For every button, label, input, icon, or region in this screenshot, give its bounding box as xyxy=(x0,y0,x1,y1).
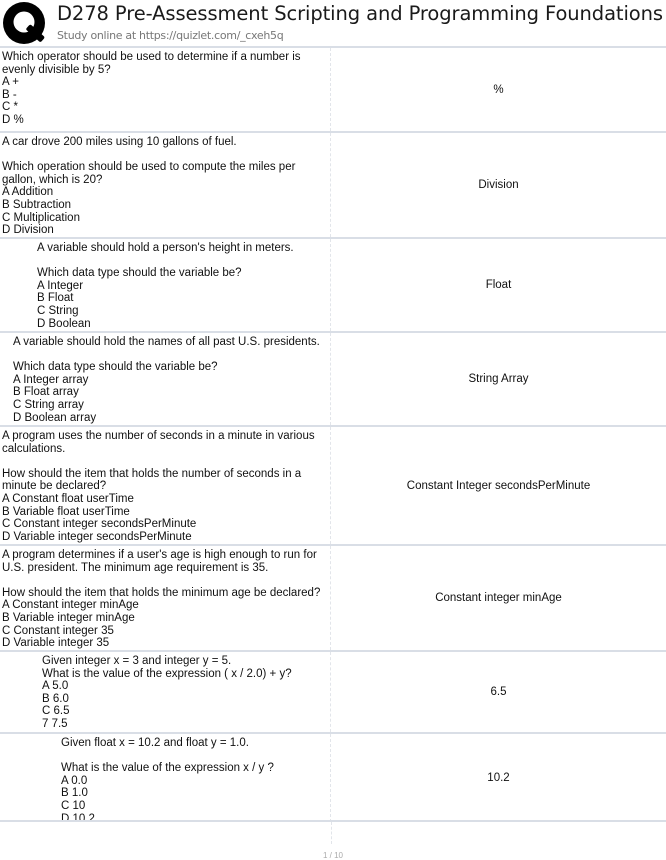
card-term xyxy=(0,239,331,331)
card-term-text: A program uses the number of seconds in a minute in various calculations. How should the item that holds the number of seconds in a minute be declared? A Constant float userTime B Variable float userTime C Constant integer secondsPerMinute D Variable integer secondsPerMinute xyxy=(2,430,315,543)
card-definition: % xyxy=(493,83,504,96)
flashcard xyxy=(0,46,666,131)
card-term xyxy=(0,427,331,544)
card-term-text: A variable should hold the names of all past U.S. presidents. Which data type should the variable be? A Integer array B Float array C String array D Boolean array xyxy=(13,336,320,424)
cards-bottom-divider xyxy=(0,820,666,822)
flashcard xyxy=(0,237,666,331)
document-header xyxy=(0,0,666,46)
card-term xyxy=(0,133,331,237)
card-definition: 6.5 xyxy=(490,686,507,698)
column-divider xyxy=(331,822,332,844)
page-number: 1 / 10 xyxy=(322,851,343,860)
card-term xyxy=(0,48,331,131)
card-definition: Constant integer minAge xyxy=(435,592,562,604)
card-definition: Float xyxy=(485,279,512,291)
card-term-text: Which operator should be used to determine if a number is evenly divisible by 5? A + B - C * D % xyxy=(2,51,301,126)
flashcard xyxy=(0,732,666,825)
quizlet-logo-icon xyxy=(2,1,46,45)
flashcard xyxy=(0,425,666,544)
card-term xyxy=(0,734,331,825)
card-term xyxy=(0,652,331,732)
card-definition: String Array xyxy=(468,373,529,385)
study-online-link[interactable]: Study online at https://quizlet.com/_cxeh5q xyxy=(57,29,284,42)
flashcard xyxy=(0,544,666,650)
card-definition: Division xyxy=(478,179,519,191)
card-term-text: A program determines if a user's age is high enough to run for U.S. president. The minimum age requirement is 35. How should the item that holds the minimum age be declared? A Constant integer minAge B Variable integer minAge C Constant integer 35 D Variable integer 35 xyxy=(2,549,321,650)
card-term-text: A car drove 200 miles using 10 gallons of fuel. Which operation should be used to compute the miles per gallon, which is 20? A Addition B Subtraction C Multiplication D Division xyxy=(2,136,296,237)
card-definition: 10.2 xyxy=(487,772,510,784)
card-term xyxy=(0,333,331,425)
flashcard-list xyxy=(0,46,666,825)
card-term xyxy=(0,546,331,650)
card-term-text: Given float x = 10.2 and float y = 1.0. What is the value of the expression x / y ? A 0.0 B 1.0 C 10 D 10.2 xyxy=(61,737,274,825)
flashcard xyxy=(0,331,666,425)
document-title: D278 Pre-Assessment Scripting and Programming Foundations xyxy=(57,2,663,25)
card-term-text: A variable should hold a person's height in meters. Which data type should the variable be? A Integer B Float C String D Boolean xyxy=(37,242,294,330)
card-term-text: Given integer x = 3 and integer y = 5. What is the value of the expression ( x / 2.0) + y? A 5.0 B 6.0 C 6.5 7 7.5 xyxy=(42,655,292,730)
flashcard xyxy=(0,131,666,237)
flashcard xyxy=(0,650,666,732)
card-definition: Constant Integer secondsPerMinute xyxy=(406,479,591,492)
